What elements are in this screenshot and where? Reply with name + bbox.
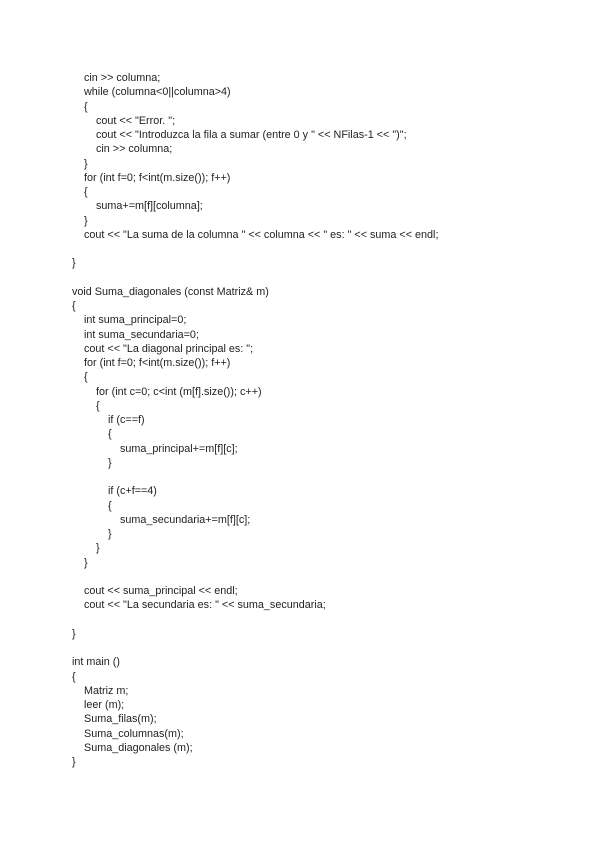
- code-line: cout << "La diagonal principal es: ";: [72, 342, 254, 355]
- code-line: }: [72, 528, 112, 540]
- code-line: Suma_diagonales (m);: [72, 741, 193, 754]
- code-line: int main (): [72, 656, 120, 669]
- code-line: {: [72, 399, 100, 412]
- code-line: Suma_filas(m);: [72, 713, 157, 726]
- code-line: cin >> columna;: [72, 143, 173, 156]
- code-line: }: [72, 456, 112, 469]
- code-line: [72, 271, 582, 285]
- code-line: }: [72, 214, 88, 227]
- code-line: }: [72, 157, 88, 170]
- code-line: [72, 470, 582, 484]
- code-line: {: [72, 186, 88, 198]
- code-line: [72, 570, 582, 584]
- code-line: }: [72, 542, 100, 555]
- code-line: {: [72, 428, 112, 441]
- code-line: }: [72, 756, 76, 768]
- code-line: cout << "Introduzca la fila a sumar (entre 0 y " << NFilas-1 << ")";: [72, 129, 407, 141]
- code-line: suma+=m[f][columna];: [72, 200, 203, 213]
- code-line: for (int f=0; f<int(m.size()); f++): [72, 357, 231, 369]
- code-line: {: [72, 300, 76, 312]
- code-line: int suma_secundaria=0;: [72, 328, 199, 341]
- code-line: cin >> columna;: [72, 72, 161, 84]
- code-line: {: [72, 100, 88, 113]
- code-line: Suma_columnas(m);: [72, 727, 184, 740]
- code-line: if (c==f): [72, 414, 145, 426]
- code-line: suma_secundaria+=m[f][c];: [72, 513, 251, 526]
- code-line: int suma_principal=0;: [72, 314, 187, 327]
- code-line: }: [72, 627, 76, 640]
- code-line: cout << suma_principal << endl;: [72, 585, 238, 597]
- code-line: [72, 641, 582, 655]
- code-line: Matriz m;: [72, 684, 129, 697]
- code-line: }: [72, 556, 88, 569]
- code-line: }: [72, 257, 76, 270]
- code-line: for (int f=0; f<int(m.size()); f++): [72, 171, 231, 184]
- code-line: cout << "La suma de la columna " << columna << " es: " << suma << endl;: [72, 228, 439, 241]
- code-line: while (columna<0||columna>4): [72, 86, 231, 99]
- code-line: {: [72, 371, 88, 384]
- code-line: void Suma_diagonales (const Matriz& m): [72, 285, 269, 298]
- code-line: cout << "Error. ";: [72, 114, 176, 127]
- code-line: for (int c=0; c<int (m[f].size()); c++): [72, 385, 262, 398]
- code-listing: [72, 71, 582, 769]
- code-line: [72, 613, 582, 627]
- code-line: suma_principal+=m[f][c];: [72, 442, 238, 455]
- code-line: cout << "La secundaria es: " << suma_secundaria;: [72, 599, 326, 612]
- code-line: [72, 242, 582, 256]
- code-line: leer (m);: [72, 699, 125, 711]
- code-line: if (c+f==4): [72, 485, 157, 498]
- code-line: {: [72, 670, 76, 683]
- code-line: {: [72, 499, 112, 512]
